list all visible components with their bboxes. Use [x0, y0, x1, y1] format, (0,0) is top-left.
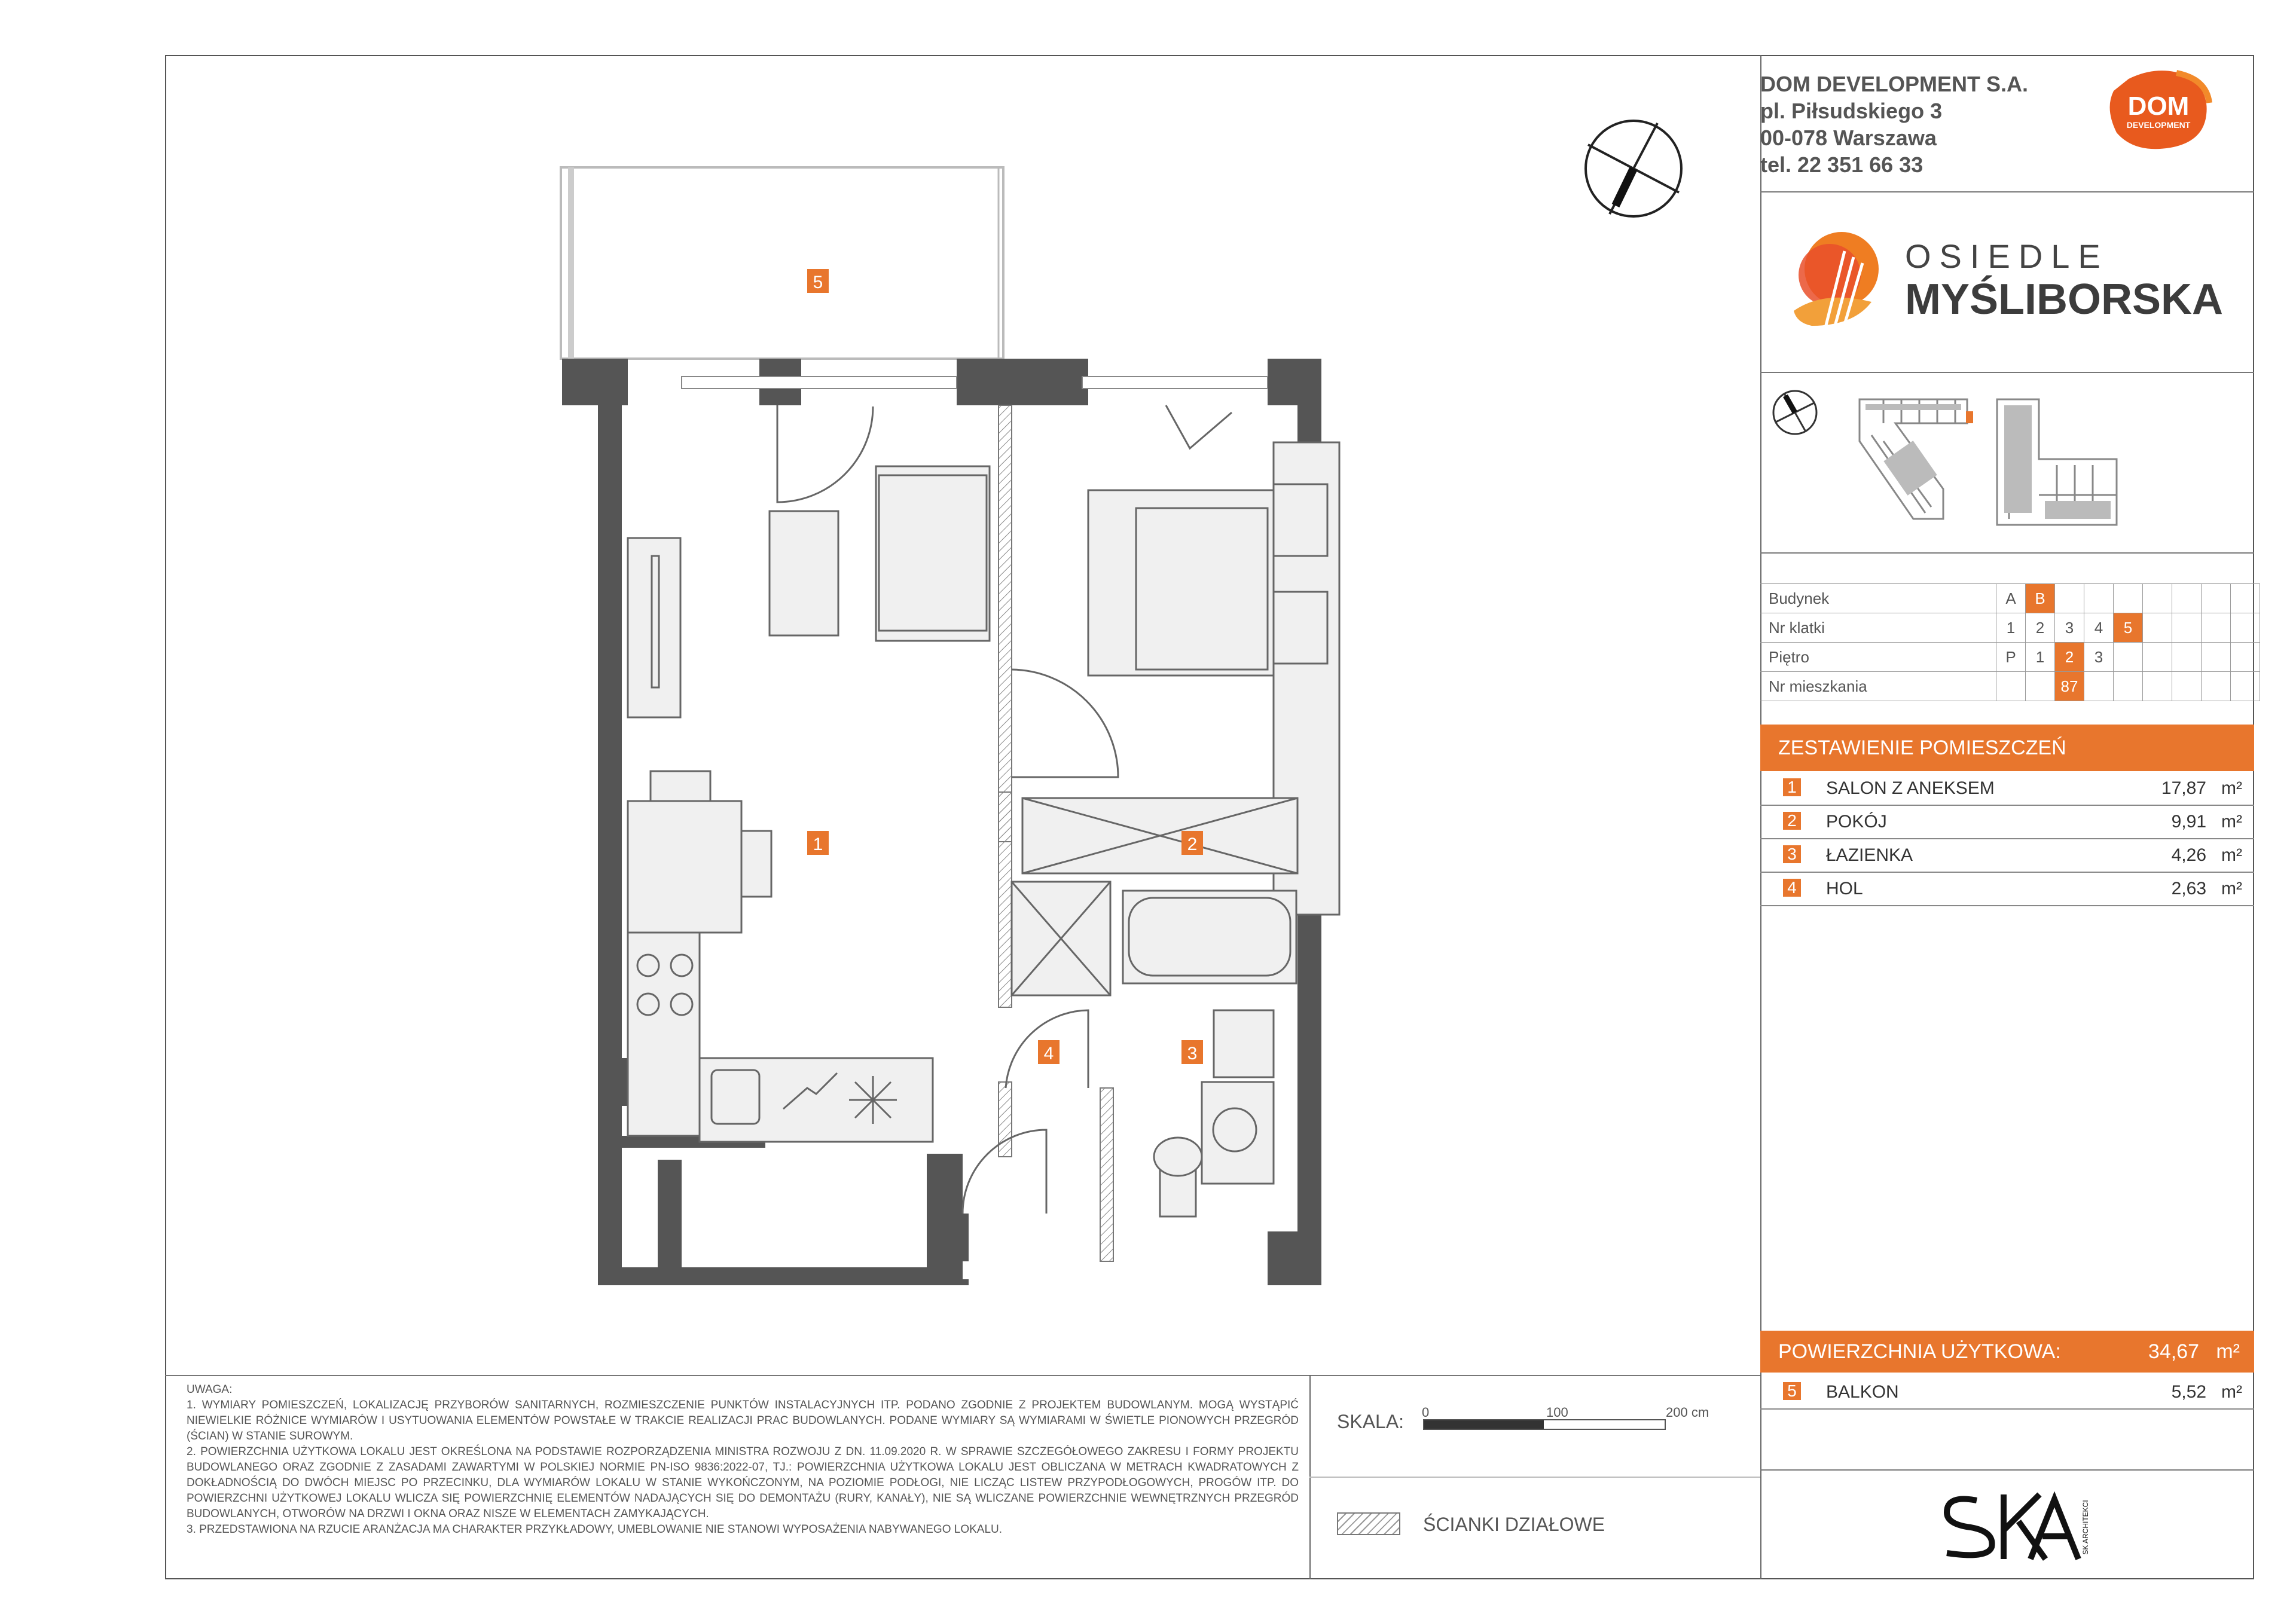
footer-divider	[1760, 1469, 2254, 1471]
selector-row-floor	[1760, 643, 2260, 672]
empty-cell	[2202, 643, 2231, 672]
room-area: 2,63	[2171, 879, 2206, 898]
plan-label-bedroom: 2	[1187, 835, 1198, 854]
building-cell-selected: B	[2026, 584, 2055, 613]
area-unit: m²	[2221, 812, 2242, 832]
rooms-header-label: ZESTAWIENIE POMIESZCZEŃ	[1778, 736, 2066, 759]
header-divider-3	[1760, 552, 2254, 554]
dom-development-logo	[2105, 67, 2212, 157]
note-item: 2. POWIERZCHNIA UŻYTKOWA LOKALU JEST OKREŚLONA NA PODSTAWIE ROZPORZĄDZENIA MINISTRA ROZWOJU Z DN. 11.09.2020 R. W SPRAWIE SZCZEGÓŁOWEGO ZAKRESU I FORMY PROJEKTU BUDOWLANEGO ORAZ ZGODNIE Z ZASADAMI ZAWARTYMI W POLSKIEJ NORMIE PN-ISO 9836:2022-07, TJ.: POWIERZCHNIA UŻYTKOWA LOKALU JEST OBLICZANA W METRACH KWADRATOWYCH Z DOKŁADNOŚCIĄ DO DWÓCH MIEJSC PO PRZECINKU, DLA WYMIARÓW LOKALU W STANIE WYKOŃCZONYM, NA POZIOMIE PODŁOGI, NIE LICZĄC LISTEW PRZYPODŁOGOWYCH, PROGÓW ITP. DO POWIERZCHNI UŻYTKOWEJ LOKALU WLICZA SIĘ POWIERZCHNIĘ ELEMENTÓW NADAJĄCYCH SIĘ DO DEMONTAŻU (RURY, KANAŁY), NIE SĄ WLICZANE POWIERZCHNIE WEWNĘTRZNYCH PRZEGRÓD BUDOWLANYCH, OTWORÓW NA DRZWI I OKNA ORAZ NISZE W ELEMENTACH ZAMYKAJĄCYCH.	[187, 1445, 1299, 1520]
room-number-badge: 1	[1783, 778, 1801, 796]
empty-cell	[2231, 584, 2260, 613]
room-area: 17,87	[2161, 778, 2206, 798]
keyplan-site-map	[1848, 387, 2129, 543]
room-area: 9,91	[2171, 812, 2206, 832]
stair-cell: 1	[1996, 613, 2026, 643]
plan-label-balcony: 5	[813, 273, 823, 292]
scale-tick-200: 200 cm	[1666, 1405, 1709, 1420]
partition-wall-swatch	[1337, 1512, 1400, 1535]
rooms-header	[1760, 725, 2254, 771]
room-number-badge: 5	[1783, 1382, 1801, 1400]
company-name: DOM DEVELOPMENT S.A.	[1760, 72, 2029, 96]
note-item: 1. WYMIARY POMIESZCZEŃ, LOKALIZACJĘ PRZYBORÓW SANITARNYCH, ROZMIESZCZENIE PUNKTÓW INSTALACYJNYCH ITP. PODANO ZGODNIE Z PROJEKTEM BUDOWLANYM. MOGĄ WYSTĄPIĆ NIEWIELKIE RÓŻNICE WYMIARÓW I USYTUOWANIA ELEMENTÓW POWSTAŁE W TRAKCIE REALIZACJI PRAC BUDOWLANYCH. PODANE WYMIARY SĄ WYMIARAMI W ŚWIETLE PIONOWYCH PRZEGRÓD (ŚCIAN) W STANIE SUROWYM.	[187, 1399, 1299, 1442]
area-unit: m²	[2221, 778, 2242, 798]
selector-label-stair: Nr klatki	[1760, 613, 1996, 643]
empty-cell	[2202, 584, 2231, 613]
room-area: 5,52	[2171, 1382, 2206, 1402]
stair-cell: 2	[2026, 613, 2055, 643]
floor-cell: 1	[2026, 643, 2055, 672]
empty-cell	[2143, 672, 2172, 701]
company-block	[1760, 71, 2028, 178]
empty-cell	[2202, 613, 2231, 643]
empty-cell	[2143, 584, 2172, 613]
empty-cell	[2143, 613, 2172, 643]
stair-cell: 4	[2084, 613, 2114, 643]
room-number-badge: 3	[1783, 845, 1801, 863]
project-name-line2: MYŚLIBORSKA	[1905, 276, 2224, 323]
floor-cell-selected: 2	[2055, 643, 2084, 672]
empty-cell	[2143, 643, 2172, 672]
usable-area-value: 34,67	[2148, 1340, 2199, 1363]
selector-row-stair	[1760, 613, 2260, 643]
room-row	[1760, 838, 2254, 873]
floor-cell: P	[1996, 643, 2026, 672]
room-number-badge: 4	[1783, 879, 1801, 897]
room-number-badge: 2	[1783, 812, 1801, 830]
empty-cell	[2114, 584, 2143, 613]
header-divider-2	[1760, 372, 2254, 373]
furniture	[628, 442, 1339, 1217]
empty-cell	[2172, 643, 2202, 672]
header-divider-1	[1760, 191, 2254, 192]
empty-cell	[2231, 613, 2260, 643]
room-name: SALON Z ANEKSEM	[1826, 778, 1995, 798]
room-row	[1760, 805, 2254, 839]
osiedle-logo-mark	[1788, 221, 1889, 341]
usable-area-label: POWIERZCHNIA UŻYTKOWA:	[1778, 1340, 2061, 1363]
balcony-row	[1760, 1375, 2254, 1410]
empty-cell	[2231, 643, 2260, 672]
area-unit: m²	[2221, 1382, 2242, 1402]
company-address-street: pl. Piłsudskiego 3	[1760, 99, 1943, 123]
legend-label: ŚCIANKI DZIAŁOWE	[1423, 1514, 1605, 1535]
floor-cell: 3	[2084, 643, 2114, 672]
room-name: BALKON	[1826, 1382, 1899, 1402]
plan-label-hall: 4	[1043, 1044, 1054, 1063]
notes-divider	[165, 1375, 1760, 1376]
keyplan-apartment-marker	[1966, 411, 1973, 423]
area-unit: m²	[2216, 1340, 2240, 1363]
logo-text-dom: DOM	[2127, 91, 2190, 121]
scale-tick-100: 100	[1546, 1405, 1568, 1420]
empty-cell	[2231, 672, 2260, 701]
scale-tick-0: 0	[1422, 1405, 1430, 1420]
room-name: HOL	[1826, 879, 1863, 898]
company-phone: tel. 22 351 66 33	[1760, 152, 1923, 177]
room-area: 4,26	[2171, 845, 2206, 865]
selector-row-apartment	[1760, 672, 2260, 701]
scale-bar	[1423, 1419, 1666, 1430]
room-row	[1760, 771, 2254, 806]
notes-title: UWAGA:	[187, 1383, 233, 1396]
apartment-number-cell: 87	[2055, 672, 2084, 701]
area-unit: m²	[2221, 845, 2242, 865]
empty-cell	[2114, 672, 2143, 701]
room-name: POKÓJ	[1826, 812, 1887, 832]
note-item: 3. PRZEDSTAWIONA NA RZUCIE ARANŻACJA MA CHARAKTER PRZYKŁADOWY, UMEBLOWANIE NIE STANOWI WYPOSAŻENIA NABYWANEGO LOKALU.	[187, 1523, 1003, 1536]
selector-label-apartment: Nr mieszkania	[1760, 672, 1996, 701]
notes-block	[187, 1382, 1299, 1538]
stair-cell-selected: 5	[2114, 613, 2143, 643]
balcony	[561, 167, 1003, 359]
plan-label-living: 1	[813, 835, 823, 854]
north-compass-icon	[1582, 117, 1685, 220]
stair-cell: 3	[2055, 613, 2084, 643]
empty-cell	[1996, 672, 2026, 701]
location-selector-table	[1760, 583, 2260, 701]
empty-cell	[2172, 672, 2202, 701]
floor-plan	[538, 149, 1387, 1285]
empty-cell	[2114, 643, 2143, 672]
empty-cell	[2055, 584, 2084, 613]
scale-label: SKALA:	[1337, 1411, 1405, 1432]
area-unit: m²	[2221, 879, 2242, 898]
empty-cell	[2172, 584, 2202, 613]
legend-divider	[1309, 1477, 1760, 1478]
empty-cell	[2202, 672, 2231, 701]
empty-cell	[2084, 672, 2114, 701]
room-row	[1760, 872, 2254, 906]
room-name: ŁAZIENKA	[1826, 845, 1913, 865]
usable-area-bar	[1760, 1331, 2254, 1373]
selector-label-floor: Piętro	[1760, 643, 1996, 672]
keyplan-compass-icon	[1771, 389, 1819, 436]
empty-cell	[2084, 584, 2114, 613]
company-address-city: 00-078 Warszawa	[1760, 126, 1937, 150]
selector-row-building	[1760, 584, 2260, 613]
plan-label-bathroom: 3	[1187, 1044, 1198, 1063]
project-name-line1: OSIEDLE	[1905, 237, 2109, 275]
logo-text-development: DEVELOPMENT	[2126, 120, 2191, 130]
sk-architekci-logo	[1935, 1488, 2090, 1566]
selector-label-building: Budynek	[1760, 584, 1996, 613]
empty-cell	[2172, 613, 2202, 643]
empty-cell	[2026, 672, 2055, 701]
architect-name: SK ARCHITEKCI	[2081, 1500, 2090, 1555]
building-cell: A	[1996, 584, 2026, 613]
